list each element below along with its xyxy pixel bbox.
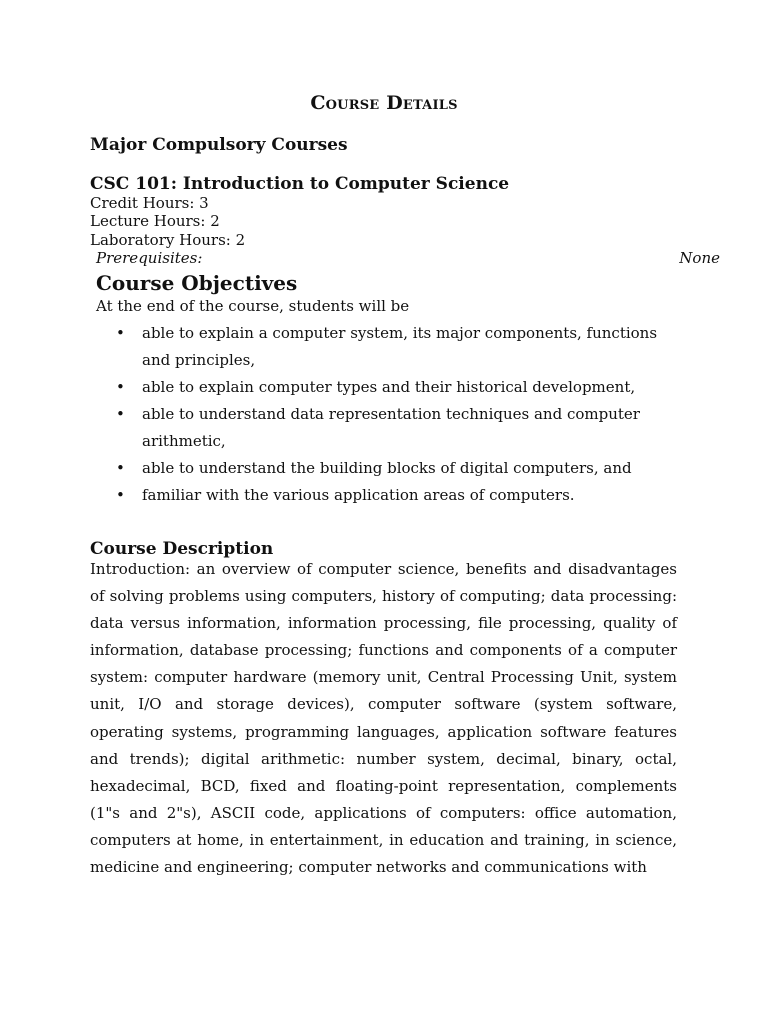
objective-item <box>116 455 676 482</box>
bullet-icon: • <box>116 459 125 477</box>
objective-item <box>116 320 676 374</box>
bullet-icon: • <box>116 378 125 396</box>
prerequisites-value: None <box>679 249 720 267</box>
objective-text: able to explain a computer system, its major components, functions and principles, <box>142 324 658 369</box>
objectives-intro: At the end of the course, students will be <box>96 297 410 315</box>
prerequisites-label: Prerequisites: <box>96 249 203 267</box>
description-body: Introduction: an overview of computer science, benefits and disadvantages of solving problems using computers, history of computing; data processing: data versus information, information processing, file processing, quality of information, database processing; functions and components of a computer system: computer hardware (memory unit, Central Processing Unit, system unit, I/O and storage devices), computer software (system software, operating systems, programming languages, application software features and trends); digital arithmetic: number system, decimal, binary, octal, hexadecimal, BCD, fixed and floating-point representation, complements (1"s and 2"s), ASCII code, applications of computers: office automation, computers at home, in entertainment, in education and training, in science, medicine and engineering; computer networks and communications with <box>90 560 677 877</box>
bullet-icon: • <box>116 405 125 423</box>
bullet-icon: • <box>116 486 125 504</box>
objective-item <box>116 401 676 455</box>
objective-text: able to understand the building blocks of digital computers, and <box>142 459 632 477</box>
objectives-heading: Course Objectives <box>96 271 298 295</box>
objective-item <box>116 374 676 401</box>
description-heading: Course Description <box>90 539 274 559</box>
lecture-hours: Lecture Hours: 2 <box>90 212 220 230</box>
objective-text: able to understand data representation techniques and computer arithmetic, <box>142 405 640 450</box>
credit-hours: Credit Hours: 3 <box>90 194 209 212</box>
document-title: Course Details <box>310 92 458 114</box>
objective-text: familiar with the various application areas of computers. <box>142 486 575 504</box>
prerequisites-row <box>96 249 720 267</box>
bullet-icon: • <box>116 324 125 342</box>
objective-item <box>116 482 676 509</box>
laboratory-hours: Laboratory Hours: 2 <box>90 231 246 249</box>
section-heading: Major Compulsory Courses <box>90 135 348 155</box>
objectives-list <box>116 320 676 509</box>
course-title: CSC 101: Introduction to Computer Science <box>90 174 510 194</box>
objective-text: able to explain computer types and their historical development, <box>142 378 636 396</box>
